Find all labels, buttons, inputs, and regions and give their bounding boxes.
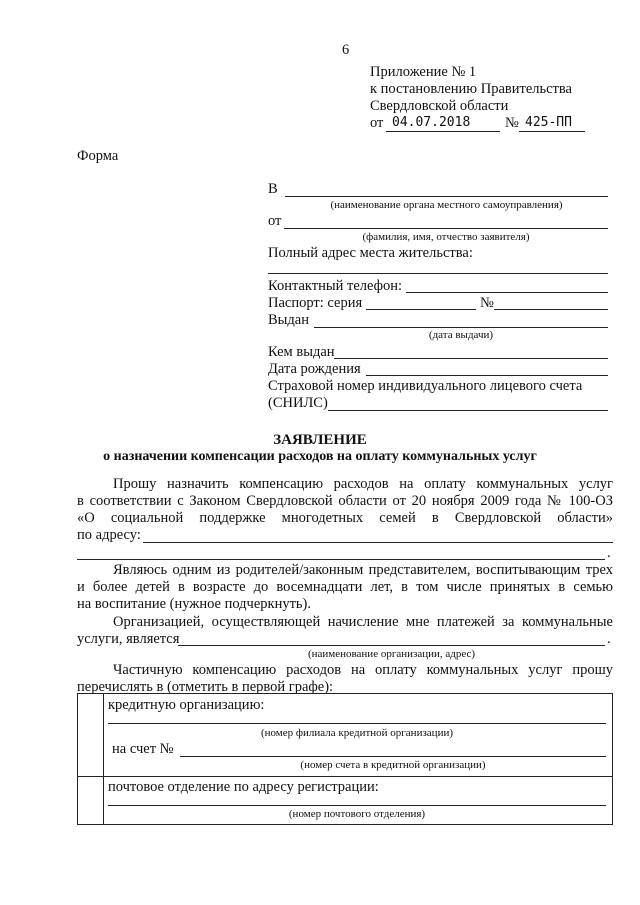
post-checkbox-cell[interactable] [78,776,102,824]
number-underline [519,131,585,132]
post-option-label: почтовое отделение по адресу регистрации: [108,779,379,795]
p1-line-1: Прошу назначить компенсацию расходов на оплату коммунальных услуг [113,476,613,492]
p3-line-1: Организацией, осуществляющей начисление мне платежей за коммунальные [113,614,613,630]
form-label: Форма [77,148,119,164]
snils-field[interactable] [328,410,608,411]
date-label: от [370,115,384,131]
service-address-field[interactable] [143,542,613,543]
to-label: В [268,181,278,197]
passport-number-label: № [480,295,494,311]
appendix-line-3: Свердловской области [370,98,509,114]
date-underline [386,131,500,132]
p1-line-3: «О социальной поддержке многодетных семей в Свердловской области» [77,510,613,526]
bank-branch-caption: (номер филиала кредитной организации) [260,727,454,739]
resolution-date: 04.07.2018 [392,115,471,130]
snils-abbr: (СНИЛС) [268,395,328,411]
issued-by-label: Кем выдан [268,344,335,360]
p3-end-dot: . [607,631,611,647]
p2-line-2: и более детей в возрасте до восемнадцати лет, в том числе принятых в семью [77,579,613,595]
number-label: № [505,115,519,131]
p3-line-2: услуги, является [77,631,180,647]
p1-line-4: по адресу: [77,527,141,543]
table-row-divider [78,776,612,777]
table-column-divider [103,694,104,824]
address-label: Полный адрес места жительства: [268,245,473,261]
birth-date-label: Дата рождения [268,361,361,377]
post-office-caption: (номер почтового отделения) [288,808,426,820]
bank-option-label: кредитную организацию: [108,697,265,713]
phone-field[interactable] [406,292,608,293]
bank-account-field[interactable] [180,756,606,757]
from-label: от [268,213,282,229]
address-field[interactable] [268,273,608,274]
passport-number-field[interactable] [494,309,608,310]
authority-name-caption: (наименование органа местного самоуправления) [330,199,563,211]
document-subtitle: о назначении компенсации расходов на оплату коммунальных услуг [103,449,537,464]
post-office-field[interactable] [108,805,606,806]
issued-label: Выдан [268,312,309,328]
p4-line-1: Частичную компенсацию расходов на оплату коммунальных услуг прошу [113,662,613,678]
authority-name-field[interactable] [285,196,608,197]
utility-org-field[interactable] [178,645,605,646]
appendix-line-2: к постановлению Правительства [370,81,572,97]
issued-by-field[interactable] [334,358,608,359]
snils-label: Страховой номер индивидуального лицевого счета [268,378,583,394]
applicant-name-field[interactable] [284,228,608,229]
resolution-number: 425-ПП [525,115,572,130]
phone-label: Контактный телефон: [268,278,403,294]
bank-account-caption: (номер счета в кредитной организации) [300,759,486,771]
service-address-field-2[interactable] [77,559,605,560]
applicant-name-caption: (фамилия, имя, отчество заявителя) [362,231,530,243]
p2-line-1: Являюсь одним из родителей/законным представителем, воспитывающим трех [113,562,613,578]
passport-label: Паспорт: серия [268,295,363,311]
issue-date-caption: (дата выдачи) [428,329,494,341]
page-number: 6 [342,42,350,58]
p4-line-2: перечислять в (отметить в первой графе): [77,679,334,695]
passport-series-field[interactable] [366,309,476,310]
document-title: ЗАЯВЛЕНИЕ [273,432,367,448]
appendix-title: Приложение № 1 [370,64,477,80]
p2-line-3: на воспитание (нужное подчеркнуть). [77,596,311,612]
bank-branch-field[interactable] [108,723,606,724]
bank-checkbox-cell[interactable] [78,694,102,775]
birth-date-field[interactable] [366,375,608,376]
issue-date-field[interactable] [314,327,608,328]
p1-line-2: в соответствии с Законом Свердловской области от 20 ноября 2009 года № 100-ОЗ [77,493,613,509]
account-label: на счет № [112,741,174,757]
utility-org-caption: (наименование организации, адрес) [307,648,476,660]
p1-end-dot: . [607,545,611,561]
